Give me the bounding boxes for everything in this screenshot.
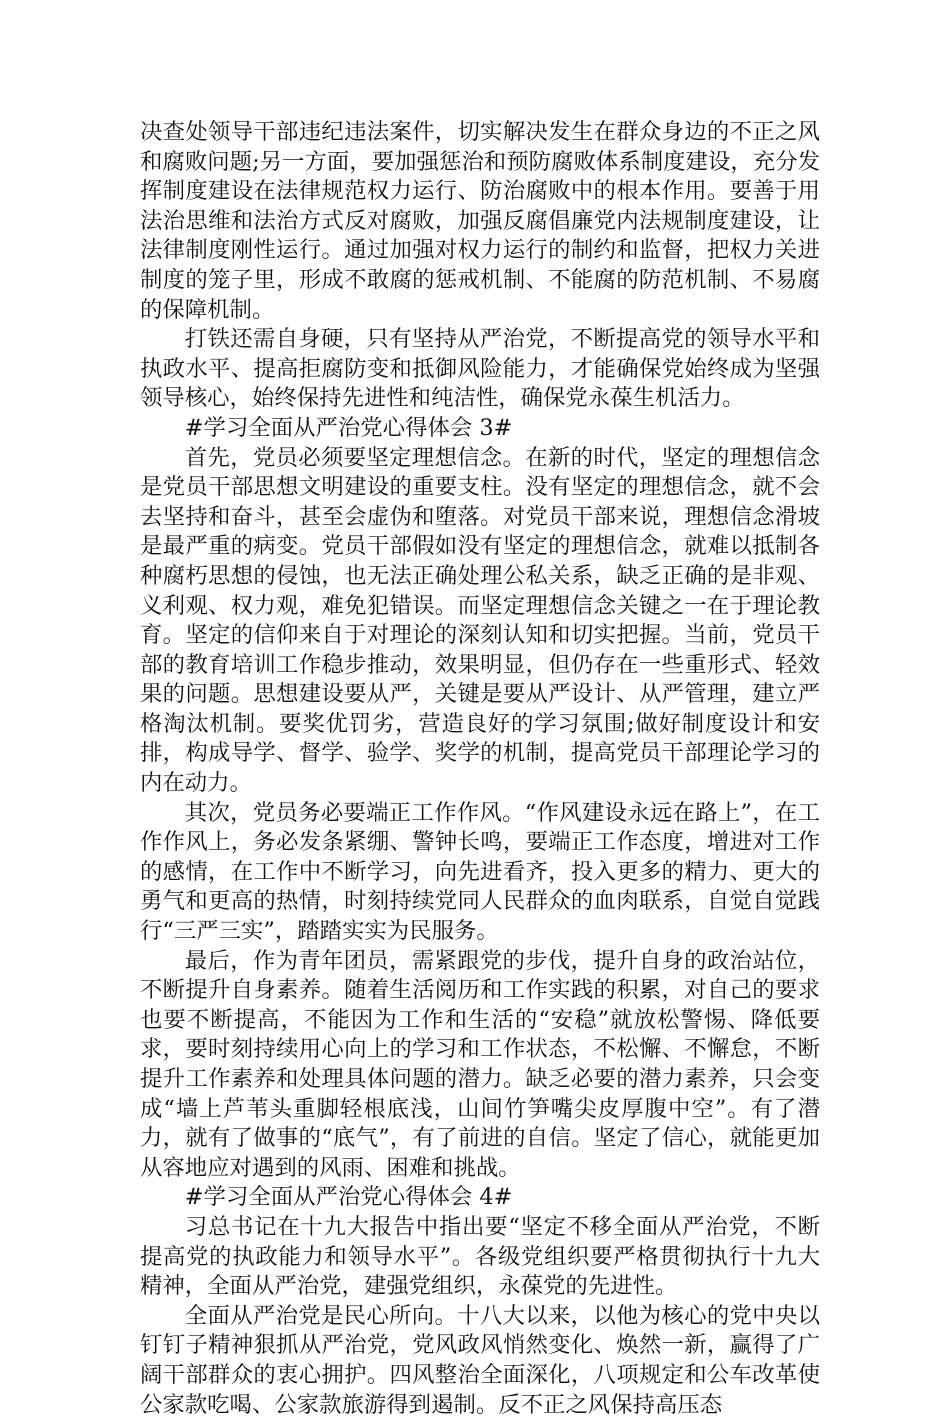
paragraph: 其次，党员务必要端正工作作风。“作风建设永远在路上”，在工作作风上，务必发条紧绷、警钟长鸣，要端正工作态度，增进对工作的感情，在工作中不断学习，向先进看齐，投入更多的精力、更大的勇气和更高的热情，时刻持续党同人民群众的血肉联系，自觉自觉践行“三严三实”，踏踏实实为民服务。 <box>140 799 820 945</box>
document-page <box>140 118 820 1420</box>
section-heading: #学习全面从严治党心得体会 3# <box>184 414 513 441</box>
paragraph: 习总书记在十九大报告中指出要“坚定不移全面从严治党，不断提高党的执政能力和领导水平”。各级党组织要严格贯彻执行十九大精神，全面从严治党，建强党组织，永葆党的先进性。 <box>140 1213 820 1300</box>
paragraph: 决查处领导干部违纪违法案件，切实解决发生在群众身边的不正之风和腐败问题;另一方面，要加强惩治和预防腐败体系制度建设，充分发挥制度建设在法律规范权力运行、防治腐败中的根本作用。要善于用法治思维和法治方式反对腐败，加强反腐倡廉党内法规制度建设，让法律制度刚性运行。通过加强对权力运行的制约和监督，把权力关进制度的笼子里，形成不敢腐的惩戒机制、不能腐的防范机制、不易腐的保障机制。 <box>140 119 820 323</box>
paragraph: 最后，作为青年团员，需紧跟党的步伐，提升自身的政治站位，不断提升自身素养。随着生活阅历和工作实践的积累，对自己的要求也要不断提高，不能因为工作和生活的“安稳”就放松警惕、降低要求，要时刻持续用心向上的学习和工作状态，不松懈、不懈怠，不断提升工作素养和处理具体问题的潜力。缺乏必要的潜力素养，只会变成“墙上芦苇头重脚轻根底浅，山间竹笋嘴尖皮厚腹中空”。有了潜力，就有了做事的“底气”，有了前进的自信。坚定了信心，就能更加从容地应对遇到的风雨、困难和挑战。 <box>140 947 820 1181</box>
paragraph: 全面从严治党是民心所向。十八大以来，以他为核心的党中央以钉钉子精神狠抓从严治党，党风政风悄然变化、焕然一新，赢得了广阔干部群众的衷心拥护。四风整治全面深化，八项规定和公车改革使公家款吃喝、公家款旅游得到遏制。反不正之风保持高压态 <box>140 1302 820 1418</box>
section-heading: #学习全面从严治党心得体会 4# <box>184 1184 513 1211</box>
paragraph: 首先，党员必须要坚定理想信念。在新的时代，坚定的理想信念是党员干部思想文明建设的重要支柱。没有坚定的理想信念，就不会去坚持和奋斗，甚至会虚伪和堕落。对党员干部来说，理想信念滑坡是最严重的病变。党员干部假如没有坚定的理想信念，就难以抵制各种腐朽思想的侵蚀，也无法正确处理公私关系，缺乏正确的是非观、义利观、权力观，难免犯错误。而坚定理想信念关键之一在于理论教育。坚定的信仰来自于对理论的深刻认知和切实把握。当前，党员干部的教育培训工作稳步推动，效果明显，但仍存在一些重形式、轻效果的问题。思想建设要从严，关键是要从严设计、从严管理，建立严格淘汰机制。要奖优罚劣，营造良好的学习氛围;做好制度设计和安排，构成导学、督学、验学、奖学的机制，提高党员干部理论学习的内在动力。 <box>140 444 820 797</box>
paragraph: 打铁还需自身硬，只有坚持从严治党，不断提高党的领导水平和执政水平、提高拒腐防变和抵御风险能力，才能确保党始终成为坚强领导核心，始终保持先进性和纯洁性，确保党永葆生机活力。 <box>140 326 820 412</box>
